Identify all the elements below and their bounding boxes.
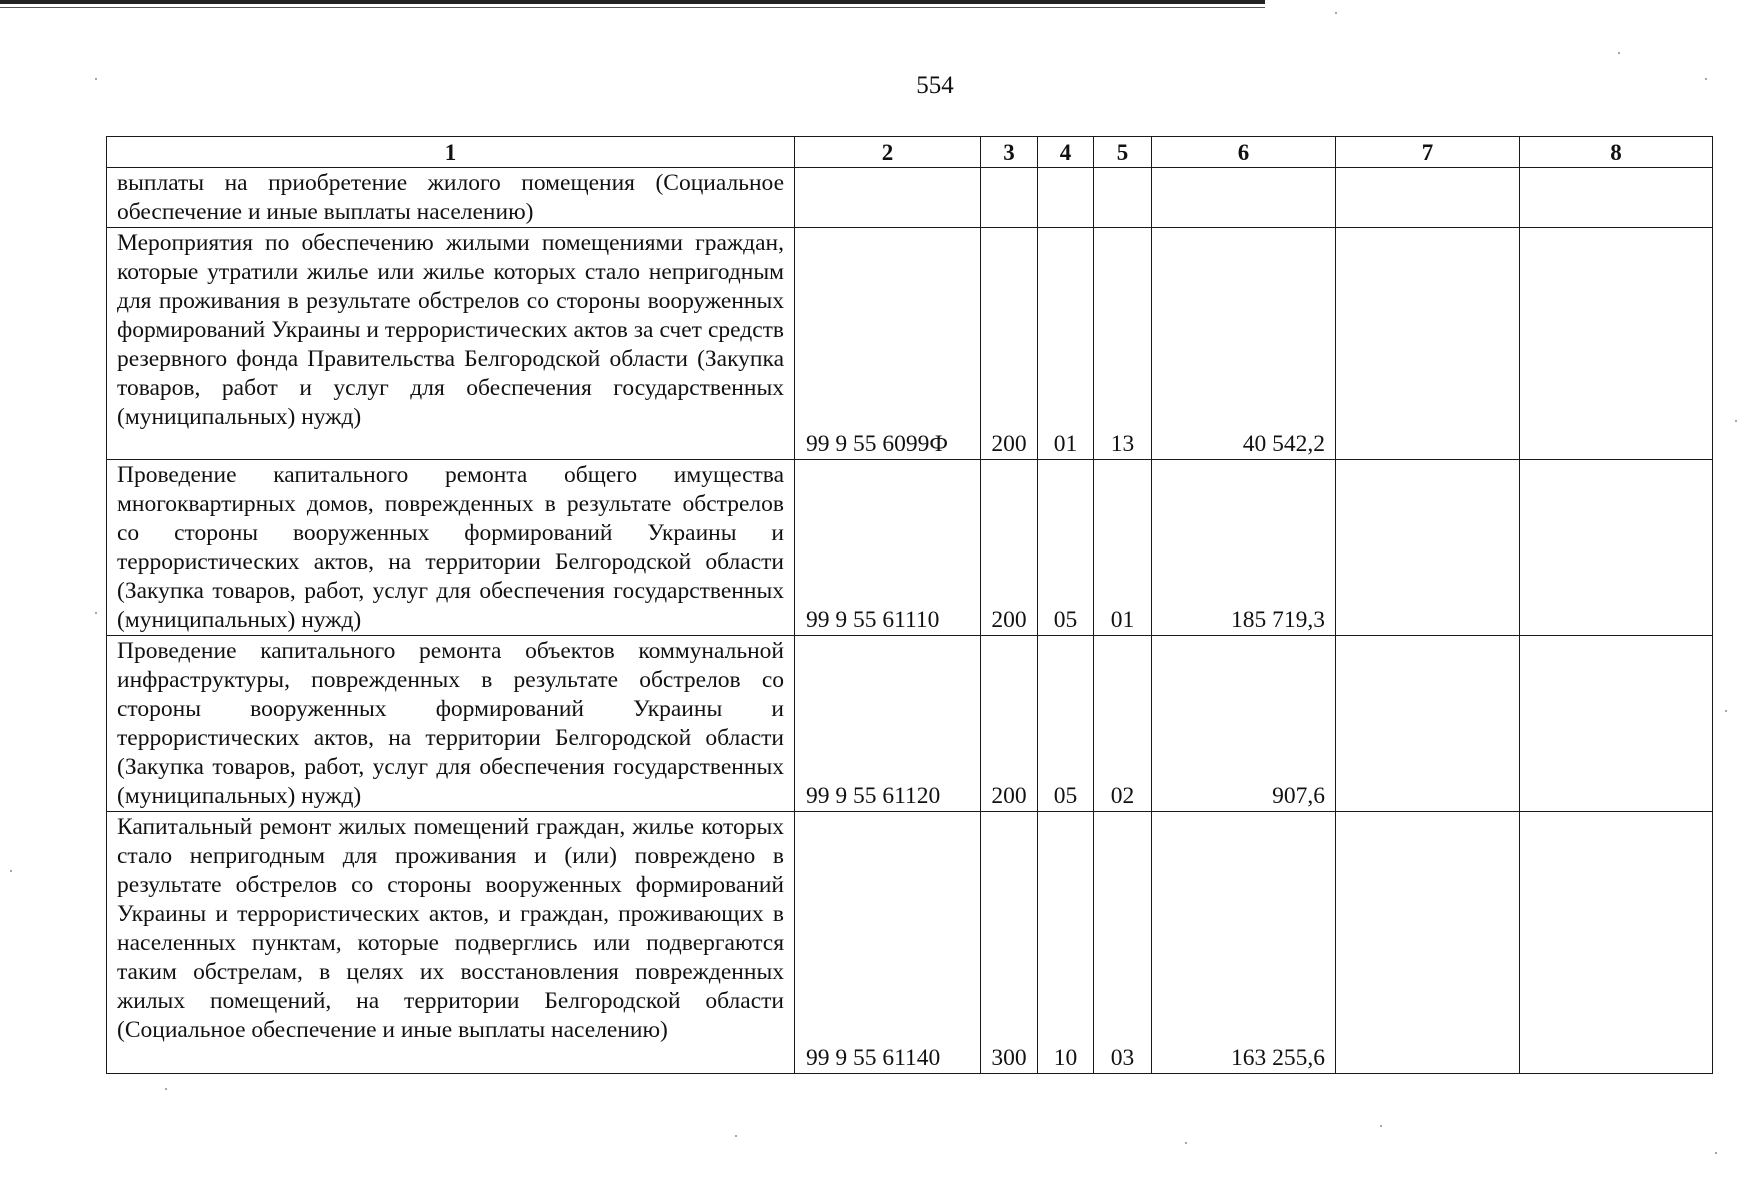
scan-speck [1715,1152,1717,1154]
row-subsection: 02 [1094,636,1152,812]
row-description: Капитальный ремонт жилых помещений граждан, жилье которых стало непригодным для проживания и (или) повреждено в результате обстрелов со стороны вооруженных формирований Украины и террористических актов, и граждан, проживающих в населенных пунктам, которые подверглись или подвергаются таким обстрелам, в целях их восстановления поврежденных жилых помещений, на территории Белгородской области (Социальное обеспечение и иные выплаты населению) [107,812,795,1074]
scan-speck [1380,1125,1382,1127]
row-section: 10 [1038,812,1094,1074]
scan-speck [95,78,97,80]
row-description: Проведение капитального ремонта общего имущества многоквартирных домов, поврежденных в результате обстрелов со стороны вооруженных формирований Украины и террористических актов, на территории Белгородской области (Закупка товаров, работ, услуг для обеспечения государственных (муниципальных) нужд) [107,460,795,636]
row-col7 [1336,460,1520,636]
column-header: 7 [1336,137,1520,168]
row-section [1038,168,1094,228]
row-col7 [1336,228,1520,460]
row-col8 [1520,812,1713,1074]
page-number: 554 [916,72,954,99]
scan-speck [1618,52,1620,54]
scan-speck [1705,78,1707,80]
row-col7 [1336,812,1520,1074]
row-col8 [1520,168,1713,228]
row-section: 01 [1038,228,1094,460]
row-amount [1152,168,1336,228]
column-header: 1 [107,137,795,168]
row-expense-type: 200 [981,460,1038,636]
row-col8 [1520,636,1713,812]
row-description: Проведение капитального ремонта объектов коммунальной инфраструктуры, поврежденных в результате обстрелов со стороны вооруженных формирований Украины и террористических актов, на территории Белгородской области (Закупка товаров, работ, услуг для обеспечения государственных (муниципальных) нужд) [107,636,795,812]
budget-table [106,136,1713,1074]
scan-speck [1185,1142,1187,1144]
table-row [107,228,1713,460]
row-target-code: 99 9 55 61140 [795,812,981,1074]
row-amount: 163 255,6 [1152,812,1336,1074]
table-header-row [107,137,1713,168]
row-expense-type [981,168,1038,228]
row-col8 [1520,228,1713,460]
table-row [107,812,1713,1074]
scan-speck [1735,420,1737,422]
scan-speck [95,612,97,614]
column-header: 6 [1152,137,1336,168]
row-expense-type: 200 [981,228,1038,460]
top-rule-thin [0,7,1265,8]
column-header: 3 [981,137,1038,168]
row-subsection: 01 [1094,460,1152,636]
row-col8 [1520,460,1713,636]
scan-speck [1725,710,1727,712]
row-col7 [1336,636,1520,812]
row-subsection [1094,168,1152,228]
column-header: 4 [1038,137,1094,168]
row-col7 [1336,168,1520,228]
row-target-code: 99 9 55 6099Ф [795,228,981,460]
column-header: 5 [1094,137,1152,168]
row-subsection: 03 [1094,812,1152,1074]
row-section: 05 [1038,636,1094,812]
row-target-code: 99 9 55 61120 [795,636,981,812]
table-row [107,636,1713,812]
scan-speck [10,870,12,872]
scan-speck [735,1135,737,1137]
row-expense-type: 300 [981,812,1038,1074]
top-rule [0,0,1265,4]
row-description: выплаты на приобретение жилого помещения (Социальное обеспечение и иные выплаты населению) [107,168,795,228]
row-description: Мероприятия по обеспечению жилыми помещениями граждан, которые утратили жилье или жилье которых стало непригодным для проживания в результате обстрелов со стороны вооруженных формирований Украины и террористических актов за счет средств резервного фонда Правительства Белгородской области (Закупка товаров, работ и услуг для обеспечения государственных (муниципальных) нужд) [107,228,795,460]
row-subsection: 13 [1094,228,1152,460]
scan-speck [165,1088,167,1090]
column-header: 8 [1520,137,1713,168]
row-amount: 907,6 [1152,636,1336,812]
table-row [107,460,1713,636]
table-row [107,168,1713,228]
scan-speck [1335,12,1337,14]
column-header: 2 [795,137,981,168]
row-target-code [795,168,981,228]
row-amount: 185 719,3 [1152,460,1336,636]
row-amount: 40 542,2 [1152,228,1336,460]
row-expense-type: 200 [981,636,1038,812]
row-section: 05 [1038,460,1094,636]
row-target-code: 99 9 55 61110 [795,460,981,636]
